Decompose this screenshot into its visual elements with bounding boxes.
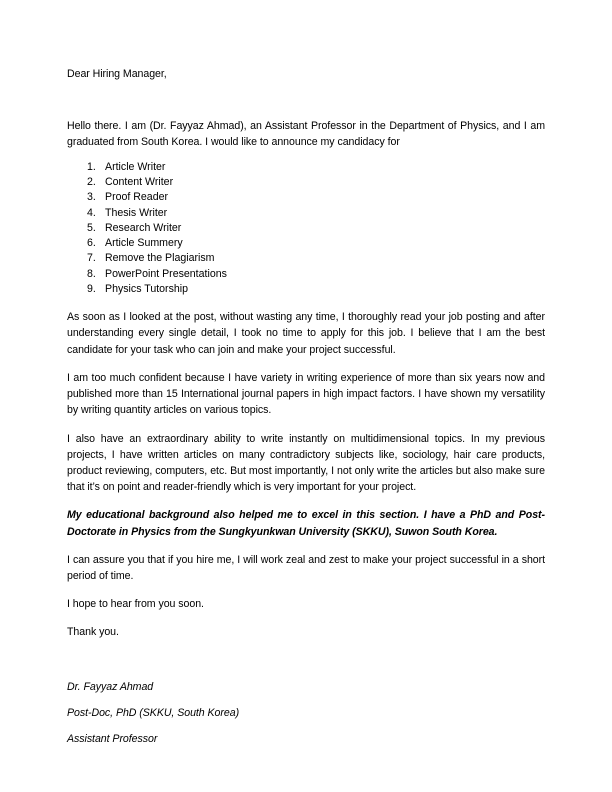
list-item [67,251,545,266]
paragraph-assurance: I can assure you that if you hire me, I will work zeal and zest to make your project successful in a short period of time. [67,553,545,582]
list-item-number: 5. [87,221,96,234]
intro-paragraph: Hello there. I am (Dr. Fayyaz Ahmad), an Assistant Professor in the Department of Physics, and I am graduated from South Korea. I would like to announce my candidacy for [67,120,545,149]
signature-title: Assistant Professor [67,732,158,745]
list-item-label: Article Summery [105,237,183,250]
list-item [67,175,545,190]
signature-name: Dr. Fayyaz Ahmad [67,680,154,693]
list-item [67,190,545,205]
list-item [67,221,545,236]
list-item-label: Proof Reader [105,191,169,204]
spacer [67,297,545,309]
list-item [67,282,545,297]
letter-body [67,66,545,747]
spacer [67,612,545,624]
list-item-number: 9. [87,282,96,295]
spacer [67,419,545,431]
list-item-number: 1. [87,160,96,173]
spacer [67,151,545,160]
list-item-label: Research Writer [105,221,182,234]
list-item-label: Article Writer [105,160,166,173]
signature-credentials: Post-Doc, PhD (SKKU, South Korea) [67,706,240,719]
list-item-label: Physics Tutorship [105,282,189,295]
paragraph-thanks: Thank you. [67,626,119,639]
spacer [67,495,545,507]
paragraph-education: My educational background also helped me to excel in this section. I have a PhD and Post-Doctorate in Physics from the Sungkyunkwan University (SKKU), Suwon South Korea. [67,509,545,538]
list-item-number: 7. [87,252,96,265]
spacer [67,358,545,370]
spacer [67,641,545,679]
signature-block [67,679,545,748]
services-list [67,160,545,298]
list-item [67,267,545,282]
list-item-label: Content Writer [105,175,174,188]
paragraph-job-posting: As soon as I looked at the post, without wasting any time, I thoroughly read your job posting and after understanding every single detail, I took no time to apply for this job. I believe that I am the best candidate for your task who can join and make your project successful. [67,311,545,356]
paragraph-abilities: I also have an extraordinary ability to write instantly on multidimensional topics. In my previous projects, I have written articles on many contradictory subjects like, sociology, hair care products, product reviewing, computers, etc. But most importantly, I not only write the articles but also make sure that it’s on point and reader-friendly which is very important for your project. [67,432,545,494]
list-item-number: 3. [87,191,96,204]
list-item-number: 4. [87,206,96,219]
salutation: Dear Hiring Manager, [67,68,167,80]
list-item-number: 2. [87,175,96,188]
list-item [67,236,545,251]
list-item-label: Thesis Writer [105,206,168,219]
list-item-label: PowerPoint Presentations [105,267,227,280]
spacer [67,82,545,118]
paragraph-experience: I am too much confident because I have variety in writing experience of more than six years now and published more than 15 International journal papers in high impact factors. I have shown my versatility by writing quantity articles on various topics. [67,371,545,417]
paragraph-closing: I hope to hear from you soon. [67,598,204,611]
list-item-number: 6. [87,237,96,250]
spacer [67,540,545,552]
list-item-label: Remove the Plagiarism [105,252,215,265]
list-item-number: 8. [87,267,96,280]
spacer [67,584,545,596]
list-item [67,160,545,175]
list-item [67,206,545,221]
